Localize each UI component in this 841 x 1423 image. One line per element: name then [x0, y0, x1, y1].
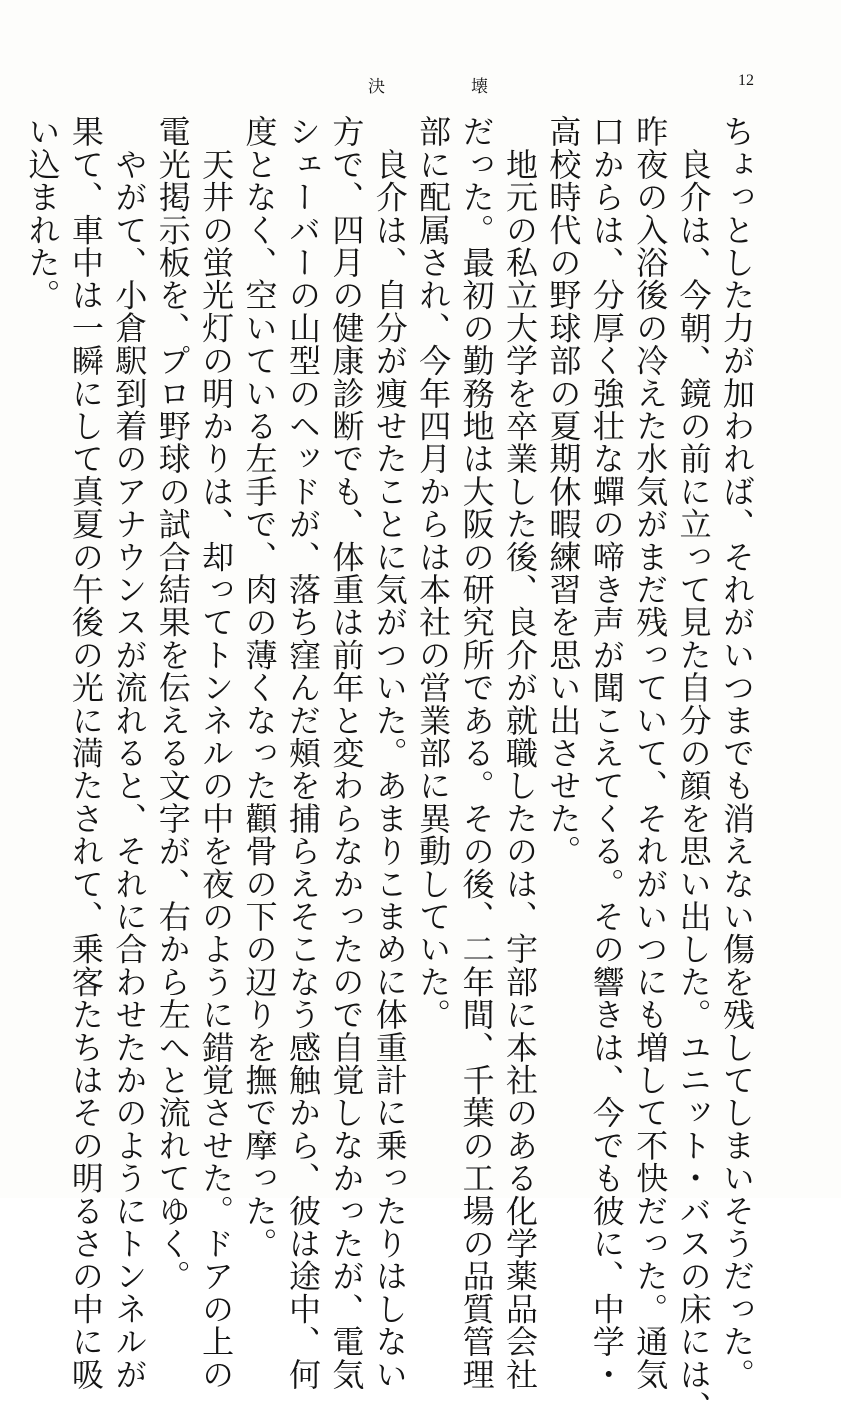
text-line: 良介は、自分が痩せたことに気がついた。あまりこまめに体重計に乗ったりはしない	[370, 115, 409, 1391]
text-line: 果て、車中は一瞬にして真夏の午後の光に満たされて、乗客たちはその明るさの中に吸	[66, 115, 105, 1391]
text-line: 高校時代の野球部の夏期休暇練習を思い出させた。	[544, 115, 583, 868]
text-line: 電光掲示板を、プロ野球の試合結果を伝える文字が、右から左へと流れてゆく。	[153, 115, 192, 1293]
text-line: 地元の私立大学を卒業した後、良介が就職したのは、宇部に本社のある化学薬品会社	[500, 115, 539, 1391]
running-title-char-2: 壊	[471, 77, 488, 97]
text-line: 方で、四月の健康診断でも、体重は前年と変わらなかったので自覚しなかったが、電気	[327, 115, 366, 1391]
text-line: 昨夜の入浴後の冷えた水気がまだ残っていて、それがいつにも増して不快だった。通気	[631, 115, 670, 1391]
text-line: シェーバーの山型のヘッドが、落ち窪んだ頰を捕らえそこなう感触から、彼は途中、何	[283, 115, 322, 1391]
text-line: だった。最初の勤務地は大阪の研究所である。その後、二年間、千葉の工場の品質管理	[457, 115, 496, 1391]
page-number: 12	[738, 72, 754, 89]
text-line: ちょっとした力が加われば、それがいつまでも消えない傷を残してしまいそうだった。	[718, 115, 756, 1391]
text-line: やがて、小倉駅到着のアナウンスが流れると、それに合わせたかのようにトンネルが	[110, 115, 149, 1391]
text-line: 度となく、空いている左手で、肉の薄くなった顴骨の下の辺りを撫で摩った。	[240, 115, 279, 1260]
running-title-char-1: 決	[368, 77, 385, 97]
text-line: い込まれた。	[23, 115, 62, 312]
text-line: 部に配属され、今年四月からは本社の営業部に異動していた。	[414, 115, 453, 1031]
text-line: 良介は、今朝、鏡の前に立って見た自分の顔を思い出した。ユニット・バスの床には、	[674, 115, 713, 1423]
vertical-body-text	[23, 115, 758, 1423]
text-line: 口からは、分厚く強壮な蟬の啼き声が聞こえてくる。その響きは、今でも彼に、中学・	[587, 115, 626, 1391]
text-line: 天井の蛍光灯の明かりは、却ってトンネルの中を夜のように錯覚させた。ドアの上の	[197, 115, 236, 1391]
running-title	[368, 72, 488, 97]
